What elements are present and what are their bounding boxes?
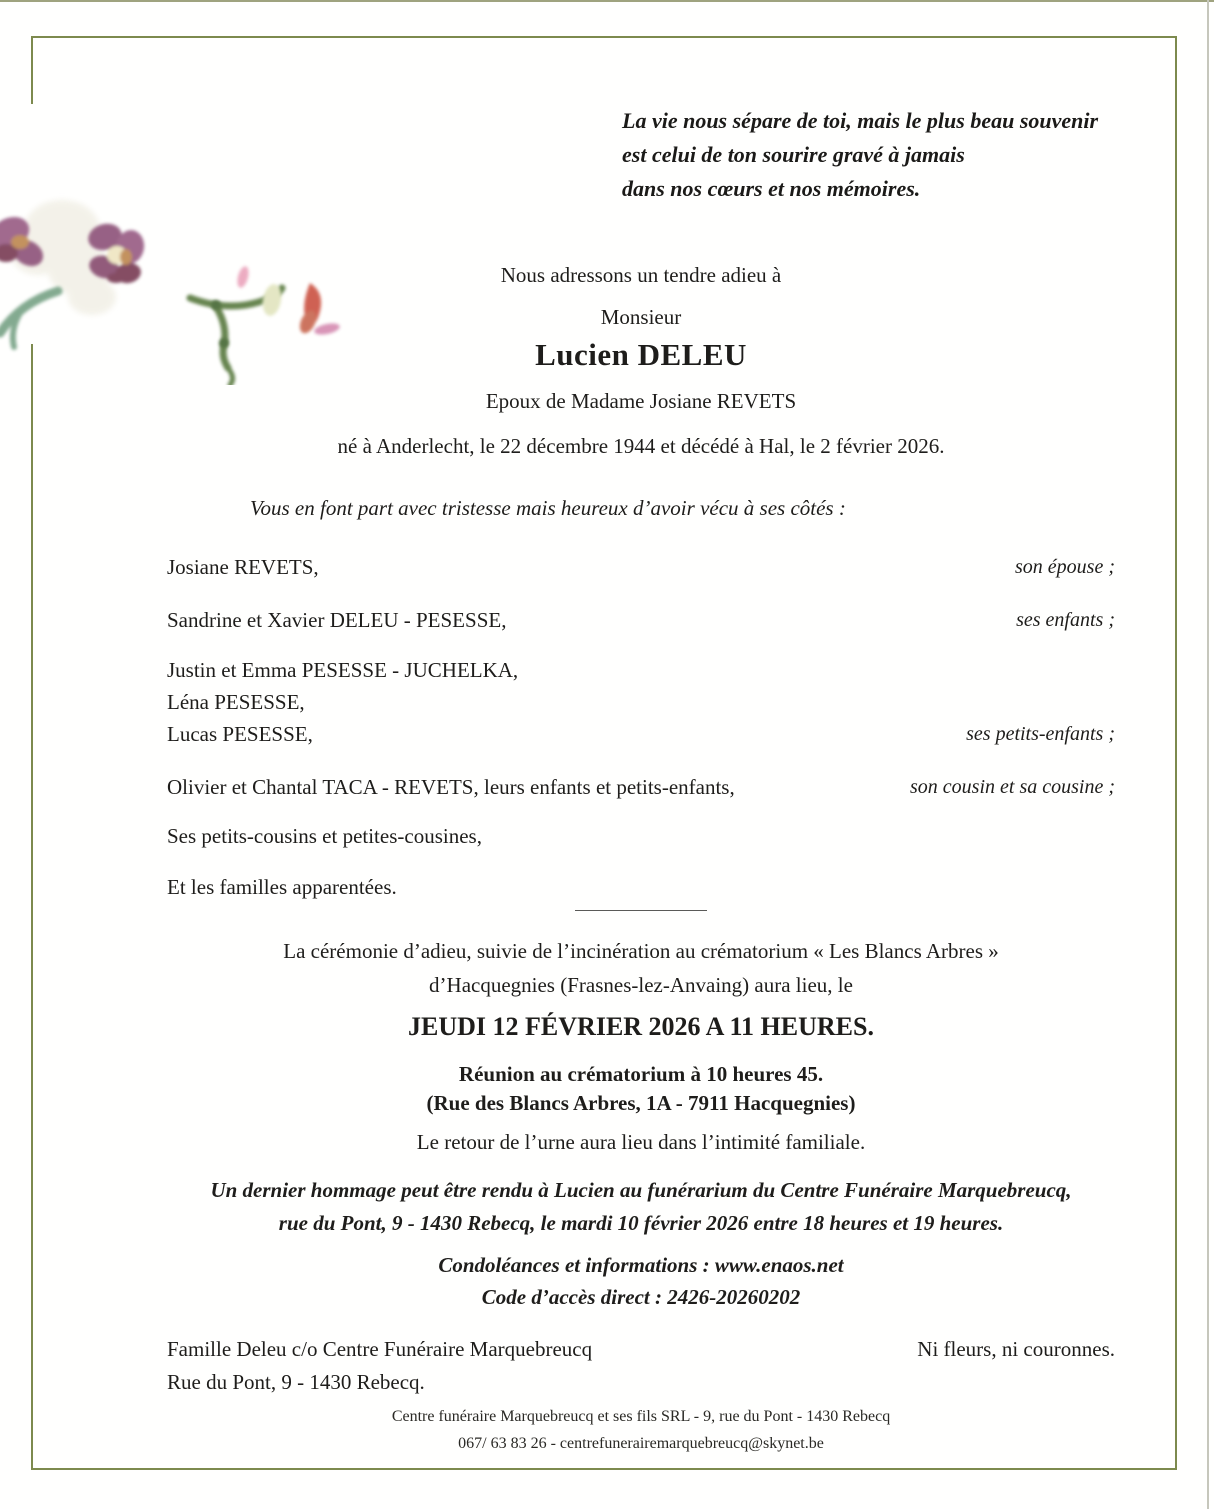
announcement-line: Vous en font part avec tristesse mais heureux d’avoir vécu à ses côtés : [250,496,846,520]
quote-line: dans nos cœurs et nos mémoires. [622,176,921,201]
family-row [167,551,1115,583]
footer-line: Centre funéraire Marquebreucq et ses fils SRL - 9, rue du Pont - 1430 Rebecq [391,1408,891,1425]
meeting-line: Réunion au crématorium à 10 heures 45. [458,1062,824,1086]
homage-line: rue du Pont, 9 - 1430 Rebecq, le mardi 10 février 2026 entre 18 heures et 19 heures. [278,1211,1004,1235]
quote-line: La vie nous sépare de toi, mais le plus beau souvenir [622,108,1099,133]
funeral-home-footer [167,1403,1115,1457]
family-name-line: Lucas PESESSE, [167,722,313,746]
family-names: Olivier et Chantal TACA - REVETS, leurs enfants et petits-enfants, [167,775,735,799]
family-names [167,654,518,750]
family-names: Et les familles apparentées. [167,875,397,899]
family-names: Ses petits-cousins et petites-cousines, [167,824,482,848]
contact-address: Rue du Pont, 9 - 1430 Rebecq. [167,1370,425,1394]
civility-label: Monsieur [600,305,682,329]
family-relation: ses petits-enfants ; [966,723,1115,745]
family-relation: son cousin et sa cousine ; [910,776,1115,798]
scan-top-edge [0,0,1214,2]
family-relation: ses enfants ; [1016,609,1115,631]
family-relation: son épouse ; [1015,556,1115,578]
family-name-line: Justin et Emma PESESSE - JUCHELKA, [167,658,519,682]
family-row [167,771,1115,803]
birth-death-line: né à Anderlecht, le 22 décembre 1944 et décédé à Hal, le 2 février 2026. [337,434,945,458]
ceremony-paragraph [167,934,1115,1002]
ceremony-datetime: JEUDI 12 FÉVRIER 2026 A 11 HEURES. [408,1012,874,1041]
no-flowers-note: Ni fleurs, ni couronnes. [917,1337,1115,1361]
family-names: Sandrine et Xavier DELEU - PESESSE, [167,608,507,632]
intro-line: Nous adressons un tendre adieu à [500,263,782,287]
access-code-line: Code d’accès direct : 2426-20260202 [481,1285,801,1309]
scan-right-edge [1207,0,1209,1509]
memorial-quote [622,104,1127,206]
homage-paragraph [167,1174,1115,1240]
contact-address-block [167,1333,592,1399]
section-divider [575,910,707,911]
footer-line: 067/ 63 83 26 - centrefunerairemarquebreucq@skynet.be [458,1435,824,1452]
urn-line: Le retour de l’urne aura lieu dans l’intimité familiale. [416,1130,866,1154]
family-row [167,820,1115,852]
contact-name: Famille Deleu c/o Centre Funéraire Marquebreucq [167,1337,593,1361]
homage-line: Un dernier hommage peut être rendu à Lucien au funérarium du Centre Funéraire Marquebreucq, [210,1178,1072,1202]
contact-block [167,1333,1115,1399]
condolences-line: Condoléances et informations : www.enaos.net [438,1253,844,1277]
family-name-line: Léna PESESSE, [167,690,305,714]
ceremony-line: d’Hacquegnies (Frasnes-lez-Anvaing) aura lieu, le [429,973,853,997]
ceremony-line: La cérémonie d’adieu, suivie de l’incinération au crématorium « Les Blancs Arbres » [283,939,999,963]
family-row [167,654,1115,750]
spouse-line: Epoux de Madame Josiane REVETS [485,389,797,413]
family-names: Josiane REVETS, [167,555,319,579]
family-row [167,604,1115,636]
meeting-address: (Rue des Blancs Arbres, 1A - 7911 Hacquegnies) [426,1091,856,1115]
quote-line: est celui de ton sourire gravé à jamais [622,142,965,167]
family-row [167,871,1115,903]
deceased-name: Lucien DELEU [535,337,747,372]
